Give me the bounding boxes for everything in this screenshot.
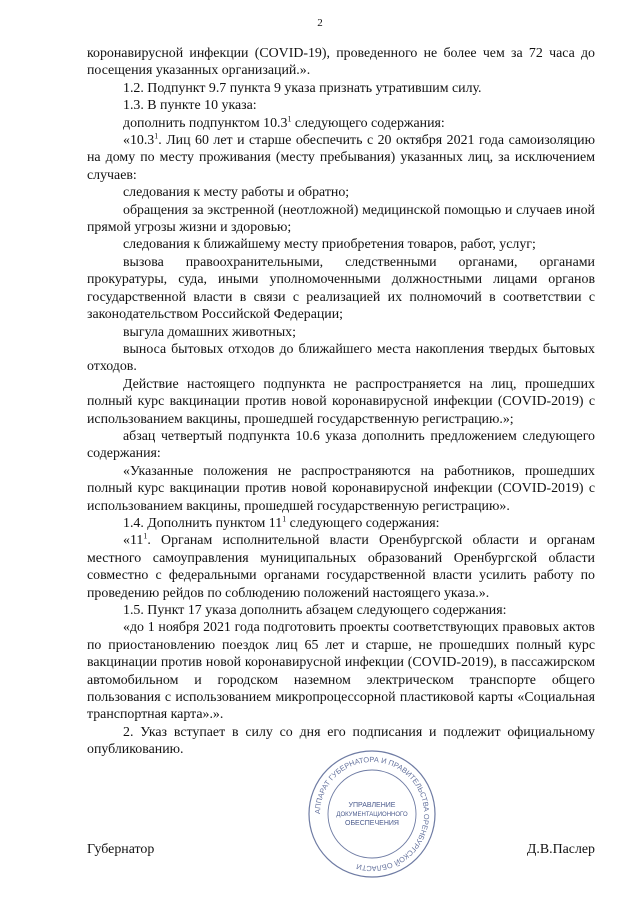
paragraph-text: дополнить подпунктом 10.3 [123, 115, 288, 131]
paragraph-text: 1.4. Дополнить пунктом 11 [123, 515, 283, 531]
paragraph: следования к месту работы и обратно; [123, 185, 350, 201]
signatory-position: Губернатор [87, 842, 155, 857]
paragraph: абзац четвертый подпункта 10.6 указа дополнить предложением следующего содержания: [87, 428, 595, 462]
seal-ring-path: АППАРАТ ГУБЕРНАТОРА И ПРАВИТЕЛЬСТВА ОРЕНБУРГСКОЙ ОБЛАСТИ [312, 754, 432, 874]
superscript: 1 [154, 131, 159, 141]
page-number: 2 [317, 17, 323, 29]
superscript: 1 [282, 514, 287, 524]
document-body [87, 45, 595, 759]
paragraph: обращения за экстренной (неотложной) медицинской помощью и случаев иной прямой угрозы жизни и здоровью; [87, 202, 595, 236]
paragraph: коронавирусной инфекции (COVID-19), проведенного не более чем за 72 часа до посещения указанных организаций.». [87, 46, 595, 79]
paragraph [87, 132, 595, 184]
official-seal [306, 748, 438, 880]
paragraph: выноса бытовых отходов до ближайшего места накопления твердых бытовых отходов. [87, 341, 595, 375]
superscript: 1 [287, 114, 292, 123]
paragraph-text: следующего содержания: [291, 115, 445, 131]
paragraph-text: следующего содержания: [286, 515, 440, 531]
paragraph: следования к ближайшему месту приобретения товаров, работ, услуг; [123, 237, 536, 253]
paragraph: 1.5. Пункт 17 указа дополнить абзацем следующего содержания: [123, 603, 507, 618]
paragraph-text: . Органам исполнительной власти Оренбургской области и органам местного самоуправления муниципальных образований Оренбургской области совместно с федеральными органами государственной власти усилить работу по проведению рейдов по соблюдению положений настоящего указа.». [87, 533, 595, 601]
paragraph-text: . Лиц 60 лет и старше обеспечить с 20 октября 2021 года самоизоляцию на дому по месту проживания (месту пребывания) указанных лиц, за исключением случаев: [87, 133, 595, 183]
seal-center-line: ОБЕСПЕЧЕНИЯ [345, 820, 399, 827]
seal-center-line: ДОКУМЕНТАЦИОННОГО [336, 812, 408, 818]
signatory-name: Д.В.Паслер [526, 842, 595, 857]
paragraph: 1.2. Подпункт 9.7 пункта 9 указа признать утратившим силу. [123, 80, 482, 96]
paragraph [87, 115, 595, 132]
seal-center-line: УПРАВЛЕНИЕ [348, 802, 396, 809]
paragraph-text: «10.3 [123, 133, 155, 149]
paragraph: вызова правоохранительными, следственными органами, органами прокуратуры, суда, иными уполномоченными должностными лицами органов государственной власти в связи с реализацией их полномочий в соответствии с законодательством Российской Федерации; [87, 254, 595, 323]
paragraph: «Указанные положения не распространяются на работников, прошедших полный курс вакцинации против новой коронавирусной инфекции (COVID-2019) с использованием вакцины, прошедшей государственную регистрацию». [87, 463, 595, 514]
paragraph: Действие настоящего подпункта не распространяется на лиц, прошедших полный курс вакцинации против новой коронавирусной инфекции (COVID-2019) с использованием вакцины, прошедшей государственную регистрацию.»; [87, 376, 595, 427]
paragraph: «до 1 ноября 2021 года подготовить проекты соответствующих правовых актов по приостановлению поездок лиц 65 лет и старше, не прошедших полный курс вакцинации против новой коронавирусной инфекции (COVID-2019), в пассажирском автомобильном и городском наземном электрическом транспорте общего пользования с использованием микропроцессорной пластиковой карты «Социальная транспортная карта».». [87, 620, 595, 723]
paragraph-text: «11 [123, 533, 144, 549]
superscript: 1 [143, 531, 148, 541]
paragraph [87, 532, 595, 602]
paragraph: 1.3. В пункте 10 указа: [123, 98, 257, 114]
paragraph: 2. Указ вступает в силу со дня его подписания и подлежит официальному опубликованию. [87, 724, 595, 758]
paragraph: выгула домашних животных; [123, 324, 296, 340]
paragraph [87, 515, 595, 532]
